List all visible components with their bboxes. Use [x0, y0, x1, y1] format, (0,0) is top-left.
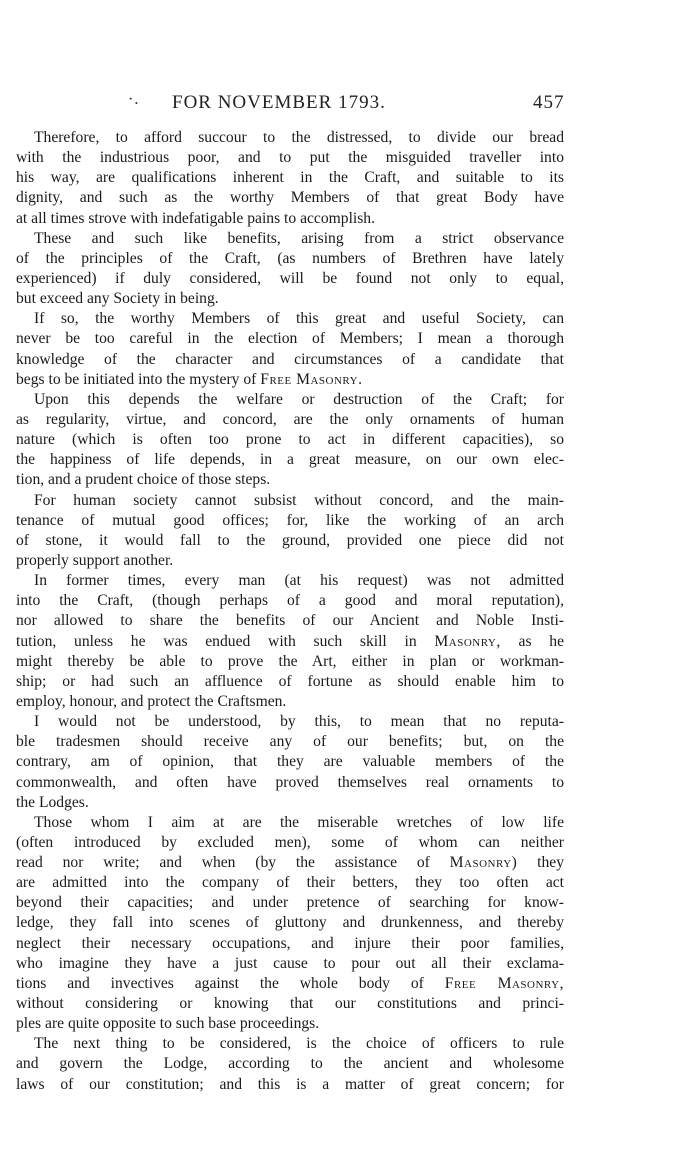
line-text-tail: they [517, 854, 564, 872]
text-line: These and such like benefits, arising from a strict observance [34, 229, 564, 247]
text-line: who imagine they have a just cause to pour out all their exclama- [16, 954, 564, 972]
line-text: begs to be initiated into the mystery of [16, 370, 261, 388]
text-line: of stone, it would fall to the ground, provided one piece did not [16, 531, 564, 549]
text-line: laws of our constitution; and this is a matter of great concern; for [16, 1075, 564, 1093]
text-line [16, 853, 564, 873]
text-line: I would not be understood, by this, to mean that no reputa- [34, 713, 564, 731]
text-line: with the industrious poor, and to put the misguided traveller into [16, 149, 564, 167]
text-line: ledge, they fall into scenes of gluttony and drunkenness, and thereby [16, 914, 564, 932]
text-line: beyond their capacities; and under pretence of searching for know- [16, 894, 564, 912]
text-line [16, 370, 564, 390]
text-line: ble tradesmen should receive any of our benefits; but, on the [16, 733, 564, 751]
text-line: at all times strove with indefatigable pains to accomplish. [16, 209, 375, 227]
text-line [16, 632, 564, 652]
text-line: Therefore, to afford succour to the distressed, to divide our bread [34, 129, 564, 146]
small-caps-term: Masonry, [434, 632, 501, 650]
text-line: the happiness of life depends, in a great measure, on our own elec- [16, 451, 564, 469]
small-caps-term: Masonry) [449, 854, 518, 872]
text-line [16, 974, 564, 994]
line-text-tail: as he [500, 632, 565, 650]
text-line: neglect their necessary occupations, and injure their poor families, [16, 934, 564, 952]
text-line: without considering or knowing that our constitutions and princi- [16, 995, 564, 1013]
line-text: read nor write; and when (by the assistance of [16, 854, 450, 872]
text-line: his way, are qualifications inherent in the Craft, and suitable to its [16, 169, 564, 187]
text-line: tion, and a prudent choice of those steps. [16, 471, 271, 489]
text-line: the Lodges. [16, 793, 89, 811]
text-line: The next thing to be considered, is the choice of officers to rule [34, 1035, 564, 1053]
text-line: For human society cannot subsist without concord, and the main- [34, 491, 564, 509]
text-line: employ, honour, and protect the Craftsmen. [16, 692, 287, 710]
small-caps-term: Free Masonry, [444, 974, 564, 992]
line-text: tution, unless he was endued with such skill in [16, 632, 435, 650]
text-line: (often introduced by excluded men), some of whom can neither [16, 833, 564, 851]
header-title: FOR NOVEMBER 1793. [172, 92, 386, 113]
body-text [16, 128, 564, 1095]
text-line: dignity, and such as the worthy Members of that great Body have [16, 189, 564, 207]
header-ornament: ·. [128, 91, 140, 108]
text-line: If so, the worthy Members of this great and useful Society, can [34, 310, 564, 328]
text-line: Upon this depends the welfare or destruction of the Craft; for [34, 390, 564, 408]
page-number: 457 [533, 92, 565, 113]
text-line: and govern the Lodge, according to the ancient and wholesome [16, 1055, 564, 1073]
text-line: experienced) if duly considered, will be found not only to equal, [16, 269, 564, 287]
text-line: nor allowed to share the benefits of our Ancient and Noble Insti- [16, 612, 564, 630]
text-line: In former times, every man (at his request) was not admitted [34, 572, 564, 590]
text-line: as regularity, virtue, and concord, are the only ornaments of human [16, 410, 564, 428]
text-line: are admitted into the company of their betters, they too often act [16, 874, 564, 892]
line-text: tions and invectives against the whole body of [16, 974, 445, 992]
text-line: but exceed any Society in being. [16, 290, 219, 308]
text-line: commonwealth, and often have proved themselves real ornaments to [16, 773, 564, 791]
text-line: never be too careful in the election of Members; I mean a thorough [16, 330, 564, 348]
text-line: into the Craft, (though perhaps of a good and moral reputation), [16, 592, 564, 610]
text-line: Those whom I aim at are the miserable wretches of low life [34, 813, 564, 831]
text-line: ples are quite opposite to such base proceedings. [16, 1015, 320, 1033]
small-caps-term: Free Masonry. [260, 370, 363, 388]
text-line: knowledge of the character and circumstances of a candidate that [16, 350, 564, 368]
text-line: of the principles of the Craft, (as numbers of Brethren have lately [16, 249, 564, 267]
text-line: might thereby be able to prove the Art, either in plan or workman- [16, 652, 564, 670]
text-line: nature (which is often too prone to act in different capacities), so [16, 431, 564, 449]
text-line: ship; or had such an affluence of fortune as should enable him to [16, 672, 564, 690]
text-line: contrary, am of opinion, that they are valuable members of the [16, 753, 564, 771]
text-line: tenance of mutual good offices; for, like the working of an arch [16, 511, 564, 529]
text-line: properly support another. [16, 551, 174, 569]
